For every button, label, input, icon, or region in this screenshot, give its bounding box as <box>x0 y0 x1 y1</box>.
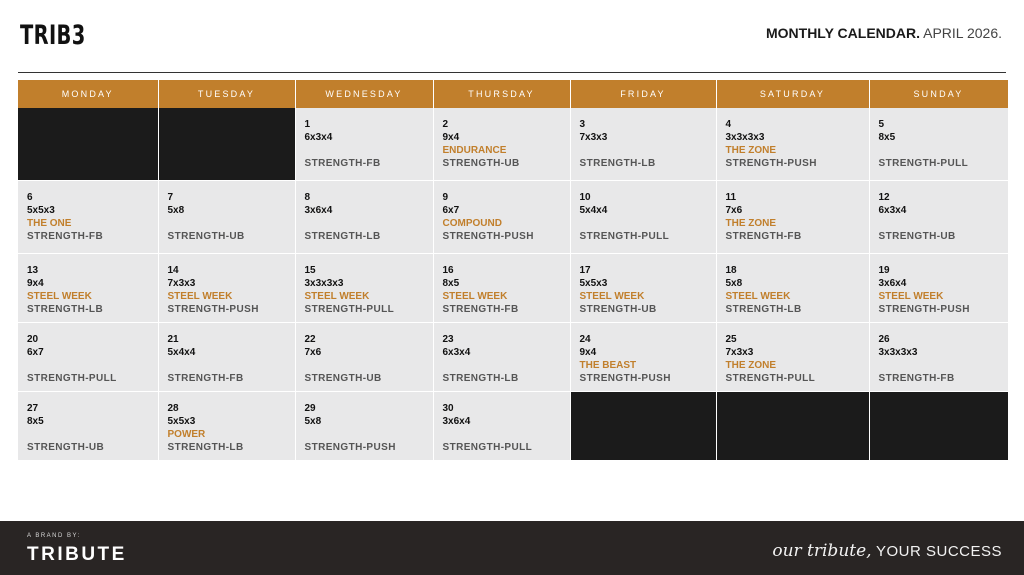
rep-scheme: 5x8 <box>304 416 322 427</box>
calendar-day-cell <box>18 323 158 392</box>
class-type: STRENGTH-LB <box>167 442 244 453</box>
rep-scheme: 3x3x3x3 <box>878 347 918 358</box>
session-tag <box>879 144 999 157</box>
class-type: STRENGTH-FB <box>725 231 802 242</box>
day-number: 23 <box>442 334 454 345</box>
calendar-day-cell <box>570 108 716 181</box>
calendar-blank-cell <box>570 392 716 461</box>
calendar-week-row <box>18 181 1008 254</box>
tribute-logo: TRIBUTE <box>27 544 127 565</box>
rep-scheme: 6x3x4 <box>878 205 907 216</box>
calendar-day-cell <box>570 254 716 323</box>
class-type: STRENGTH-FB <box>304 158 381 169</box>
class-type: STRENGTH-PUSH <box>167 304 259 315</box>
day-number: 24 <box>579 334 591 345</box>
calendar-day-cell <box>716 323 869 392</box>
day-content <box>571 254 716 316</box>
rep-scheme: 3x3x3x3 <box>304 278 344 289</box>
class-type: STRENGTH-PULL <box>27 373 117 384</box>
day-number: 14 <box>167 265 179 276</box>
day-number: 30 <box>442 403 454 414</box>
day-number: 6 <box>27 192 33 203</box>
rep-scheme: 6x7 <box>442 205 460 216</box>
class-type: STRENGTH-LB <box>442 373 519 384</box>
day-number: 3 <box>579 119 586 130</box>
calendar-day-cell <box>716 108 869 181</box>
class-type: STRENGTH-LB <box>579 158 656 169</box>
day-content <box>296 392 433 454</box>
day-content <box>571 181 716 243</box>
session-tag <box>168 359 286 372</box>
day-content <box>434 254 570 316</box>
calendar-day-cell <box>716 254 869 323</box>
weekday-tuesday: TUESDAY <box>158 80 295 108</box>
day-number: 27 <box>27 403 39 414</box>
calendar-day-cell <box>295 108 433 181</box>
rep-scheme: 5x8 <box>725 278 743 289</box>
rep-scheme: 3x6x4 <box>442 416 471 427</box>
day-content <box>434 392 570 454</box>
day-number: 8 <box>304 192 311 203</box>
calendar-week-row <box>18 254 1008 323</box>
session-tag <box>168 217 286 230</box>
header-divider <box>18 72 1006 73</box>
class-type: STRENGTH-PUSH <box>579 373 671 384</box>
class-type: STRENGTH-LB <box>27 304 104 315</box>
monthly-calendar <box>18 80 1009 461</box>
calendar-day-cell <box>158 254 295 323</box>
calendar-day-cell <box>433 323 570 392</box>
calendar-day-cell <box>433 254 570 323</box>
day-content <box>434 181 570 243</box>
day-content <box>870 323 1008 385</box>
day-content <box>18 323 158 385</box>
session-tag: STEEL WEEK <box>579 291 645 302</box>
tagline-script: our tribute, <box>772 541 872 561</box>
calendar-day-cell <box>433 108 570 181</box>
calendar-day-cell <box>295 392 433 461</box>
calendar-week-row <box>18 323 1008 392</box>
day-number: 21 <box>167 334 179 345</box>
session-tag: THE ONE <box>27 218 72 229</box>
day-number: 5 <box>878 119 885 130</box>
calendar-blank-cell <box>18 108 158 181</box>
calendar-day-cell <box>869 254 1008 323</box>
weekday-monday: MONDAY <box>18 80 158 108</box>
page-title <box>766 25 1002 41</box>
rep-scheme: 7x3x3 <box>725 347 754 358</box>
day-number: 7 <box>167 192 174 203</box>
day-content <box>296 181 433 243</box>
class-type: STRENGTH-PUSH <box>442 231 534 242</box>
day-content <box>159 181 295 243</box>
class-type: STRENGTH-LB <box>304 231 381 242</box>
session-tag <box>305 428 424 441</box>
calendar-day-cell <box>295 323 433 392</box>
day-content <box>18 392 158 454</box>
footer-bar <box>0 521 1024 575</box>
calendar-day-cell <box>869 181 1008 254</box>
weekday-thursday: THURSDAY <box>433 80 570 108</box>
day-content <box>159 392 295 454</box>
day-number: 29 <box>304 403 316 414</box>
session-tag: STEEL WEEK <box>442 291 508 302</box>
session-tag <box>580 217 707 230</box>
day-number: 17 <box>579 265 591 276</box>
calendar-blank-cell <box>869 392 1008 461</box>
class-type: STRENGTH-FB <box>27 231 104 242</box>
rep-scheme: 5x5x3 <box>579 278 608 289</box>
class-type: STRENGTH-LB <box>725 304 802 315</box>
class-type: STRENGTH-FB <box>442 304 519 315</box>
rep-scheme: 3x3x3x3 <box>725 132 765 143</box>
class-type: STRENGTH-UB <box>304 373 382 384</box>
session-tag <box>305 144 424 157</box>
rep-scheme: 9x4 <box>27 278 44 289</box>
class-type: STRENGTH-UB <box>579 304 657 315</box>
rep-scheme: 5x4x4 <box>167 347 196 358</box>
weekday-saturday: SATURDAY <box>716 80 869 108</box>
weekday-sunday: SUNDAY <box>869 80 1008 108</box>
rep-scheme: 8x5 <box>442 278 460 289</box>
brand-by-label: A BRAND BY: <box>27 533 81 539</box>
calendar-day-cell <box>18 254 158 323</box>
day-content <box>296 323 433 385</box>
session-tag <box>443 428 561 441</box>
day-number: 18 <box>725 265 737 276</box>
class-type: STRENGTH-UB <box>167 231 245 242</box>
session-tag: STEEL WEEK <box>304 291 370 302</box>
day-content <box>717 254 869 316</box>
rep-scheme: 3x6x4 <box>878 278 907 289</box>
day-number: 22 <box>304 334 316 345</box>
calendar-title: MONTHLY CALENDAR. <box>765 25 920 41</box>
class-type: STRENGTH-PULL <box>878 158 969 169</box>
day-number: 2 <box>442 119 449 130</box>
weekday-wednesday: WEDNESDAY <box>295 80 433 108</box>
weekday-header-row <box>18 80 1008 108</box>
session-tag: STEEL WEEK <box>878 291 944 302</box>
rep-scheme: 6x3x4 <box>442 347 471 358</box>
session-tag: STEEL WEEK <box>27 291 92 302</box>
calendar-day-cell <box>869 108 1008 181</box>
class-type: STRENGTH-PULL <box>579 231 670 242</box>
calendar-blank-cell <box>716 392 869 461</box>
day-number: 1 <box>304 119 311 130</box>
class-type: STRENGTH-FB <box>878 373 955 384</box>
rep-scheme: 5x8 <box>167 205 185 216</box>
session-tag: THE ZONE <box>725 360 777 371</box>
rep-scheme: 5x5x3 <box>27 205 55 216</box>
rep-scheme: 8x5 <box>878 132 896 143</box>
session-tag: COMPOUND <box>442 218 502 229</box>
session-tag <box>879 217 999 230</box>
calendar-day-cell <box>716 181 869 254</box>
rep-scheme: 3x6x4 <box>304 205 333 216</box>
calendar-day-cell <box>570 181 716 254</box>
class-type: STRENGTH-PUSH <box>304 442 396 453</box>
day-content <box>159 254 295 316</box>
day-content <box>296 108 433 170</box>
calendar-blank-cell <box>158 108 295 181</box>
class-type: STRENGTH-UB <box>27 442 105 453</box>
day-content <box>571 108 716 170</box>
calendar-day-cell <box>433 181 570 254</box>
calendar-day-cell <box>18 392 158 461</box>
day-number: 20 <box>27 334 39 345</box>
session-tag: ENDURANCE <box>442 145 507 156</box>
calendar-day-cell <box>18 181 158 254</box>
day-content <box>717 181 869 243</box>
day-content <box>870 181 1008 243</box>
class-type: STRENGTH-PUSH <box>878 304 970 315</box>
calendar-day-cell <box>869 323 1008 392</box>
rep-scheme: 8x5 <box>27 416 44 427</box>
day-content <box>717 108 869 170</box>
calendar-day-cell <box>158 392 295 461</box>
day-number: 10 <box>579 192 591 203</box>
rep-scheme: 5x4x4 <box>579 205 608 216</box>
class-type: STRENGTH-PULL <box>725 373 816 384</box>
session-tag: THE ZONE <box>725 218 777 229</box>
rep-scheme: 7x6 <box>304 347 322 358</box>
day-content <box>571 323 716 385</box>
day-content <box>434 108 570 170</box>
day-number: 25 <box>725 334 737 345</box>
rep-scheme: 6x7 <box>27 347 44 358</box>
day-content <box>18 254 158 316</box>
session-tag: STEEL WEEK <box>167 291 233 302</box>
session-tag <box>580 144 707 157</box>
day-number: 26 <box>878 334 890 345</box>
day-number: 9 <box>442 192 449 203</box>
tagline <box>772 541 1002 561</box>
calendar-day-cell <box>158 323 295 392</box>
session-tag: THE BEAST <box>579 360 637 371</box>
day-content <box>434 323 570 385</box>
calendar-day-cell <box>570 323 716 392</box>
class-type: STRENGTH-UB <box>878 231 956 242</box>
rep-scheme: 9x4 <box>579 347 597 358</box>
day-number: 4 <box>725 119 732 130</box>
rep-scheme: 7x6 <box>725 205 743 216</box>
rep-scheme: 7x3x3 <box>167 278 196 289</box>
rep-scheme: 7x3x3 <box>579 132 608 143</box>
session-tag <box>443 359 561 372</box>
session-tag <box>305 359 424 372</box>
session-tag: STEEL WEEK <box>725 291 791 302</box>
session-tag <box>879 359 999 372</box>
day-content <box>717 323 869 385</box>
calendar-day-cell <box>433 392 570 461</box>
calendar-week-row <box>18 108 1008 181</box>
calendar-day-cell <box>295 254 433 323</box>
day-number: 12 <box>878 192 890 203</box>
calendar-week-row <box>18 392 1008 461</box>
rep-scheme: 5x5x3 <box>167 416 196 427</box>
trib3-logo: TRIB3 <box>20 20 86 51</box>
session-tag <box>27 359 149 372</box>
day-content <box>870 108 1008 170</box>
class-type: STRENGTH-FB <box>167 373 244 384</box>
class-type: STRENGTH-PUSH <box>725 158 817 169</box>
rep-scheme: 9x4 <box>442 132 460 143</box>
day-number: 11 <box>725 192 737 203</box>
session-tag: POWER <box>167 429 206 440</box>
calendar-period: APRIL 2026. <box>923 25 1002 41</box>
session-tag: THE ZONE <box>725 145 777 156</box>
day-content <box>18 181 158 243</box>
day-number: 15 <box>304 265 316 276</box>
day-content <box>870 254 1008 316</box>
day-content <box>296 254 433 316</box>
tagline-caps: YOUR SUCCESS <box>871 543 1002 560</box>
session-tag <box>27 428 149 441</box>
session-tag <box>305 217 424 230</box>
class-type: STRENGTH-PULL <box>304 304 395 315</box>
class-type: STRENGTH-PULL <box>442 442 533 453</box>
day-number: 19 <box>878 265 890 276</box>
calendar-day-cell <box>158 181 295 254</box>
day-number: 16 <box>442 265 454 276</box>
day-content <box>159 323 295 385</box>
rep-scheme: 6x3x4 <box>304 132 333 143</box>
calendar-day-cell <box>295 181 433 254</box>
day-number: 28 <box>167 403 179 414</box>
day-number: 13 <box>27 265 39 276</box>
class-type: STRENGTH-UB <box>442 158 520 169</box>
weekday-friday: FRIDAY <box>570 80 716 108</box>
